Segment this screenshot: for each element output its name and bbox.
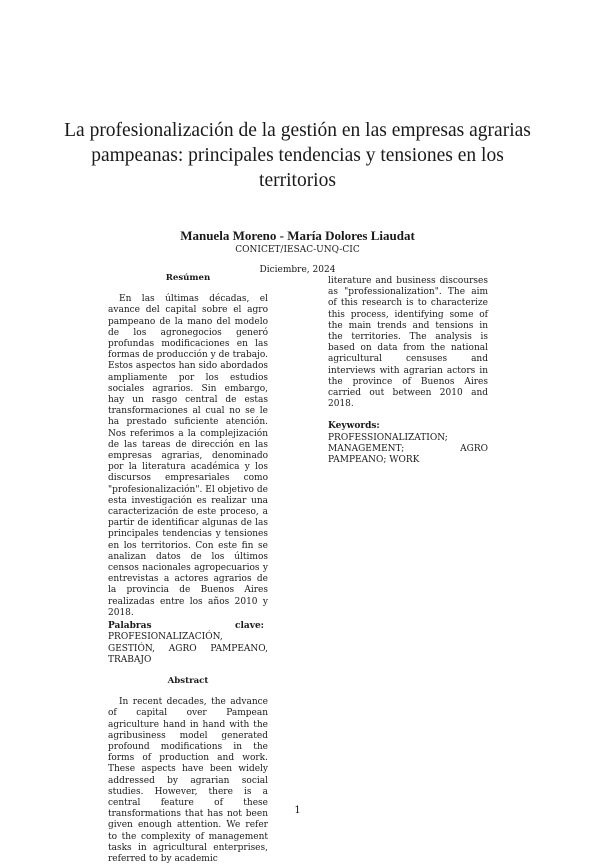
paper-title: La profesionalización de la gestión en las empresas agrarias pampeanas: principales tendencias y tensiones en los territorios: [64, 120, 531, 191]
abstract-heading: Abstract: [167, 675, 209, 686]
abstract-keywords-label: Keywords:: [328, 421, 380, 432]
abstract-text-part2: literature and business discourses as "professionalization". The aim of this research is to characterize this process, identifying some of the main trends and tensions in the territories. The analysis is based on data from the national agricultural censuses and interviews with agrarian actors in the province of Buenos Aires carried out between 2010 and 2018.: [328, 276, 488, 410]
page-number: 1: [294, 805, 301, 816]
right-column: [328, 276, 488, 466]
publication-date: Diciembre, 2024: [259, 265, 336, 275]
abstract-text-part1: In recent decades, the advance of capital over Pampean agriculture hand in hand with the agribusiness model generated profound modifications in the forms of production and work. These aspects have been widely addressed by agrarian social studies. However, there is a central feature of these transformations that has not been given enough attention. We refer to the complexity of management tasks in agricultural enterprises, referred to by academic: [108, 697, 268, 864]
resumen-text: En las últimas décadas, el avance del capital sobre el agro pampeano de la mano del modelo de los agronegocios generó profundas modificaciones en las formas de producción y de trabajo. Estos aspectos han sido abordados ampliamente por los estudios sociales agrarios. Sin embargo, hay un rasgo central de estas transformaciones al cual no se le ha prestado suficiente atención. Nos referimos a la complejización de las tareas de dirección en las empresas agrarias, denominado por la literatura académica y los discursos empresariales como "profesionalización". El objetivo de esta investigación es realizar una caracterización de este proceso, a partir de identificar algunas de las principales tendencias y tensiones en los territorios. Con este fin se analizan datos de los últimos censos nacionales agropecuarios y entrevistas a actores agrarios de la provincia de Buenos Aires realizadas entre los años 2010 y 2018.: [108, 294, 268, 618]
resumen-keywords-label: Palabras clave:: [108, 621, 264, 632]
left-column: [108, 273, 268, 865]
abstract-keywords: [328, 421, 488, 466]
resumen-keywords-list: PROFESIONALIZACIÓN, GESTIÓN, AGRO PAMPEANO, TRABAJO: [108, 632, 268, 665]
affiliation: CONICET/IESAC-UNQ-CIC: [235, 245, 360, 255]
resumen-heading: Resúmen: [165, 273, 211, 283]
resumen-keywords: [108, 621, 268, 666]
authors: Manuela Moreno - María Dolores Liaudat: [180, 228, 415, 243]
abstract-keywords-list: PROFESSIONALIZATION; MANAGEMENT; AGRO PAMPEANO; WORK: [328, 432, 488, 466]
